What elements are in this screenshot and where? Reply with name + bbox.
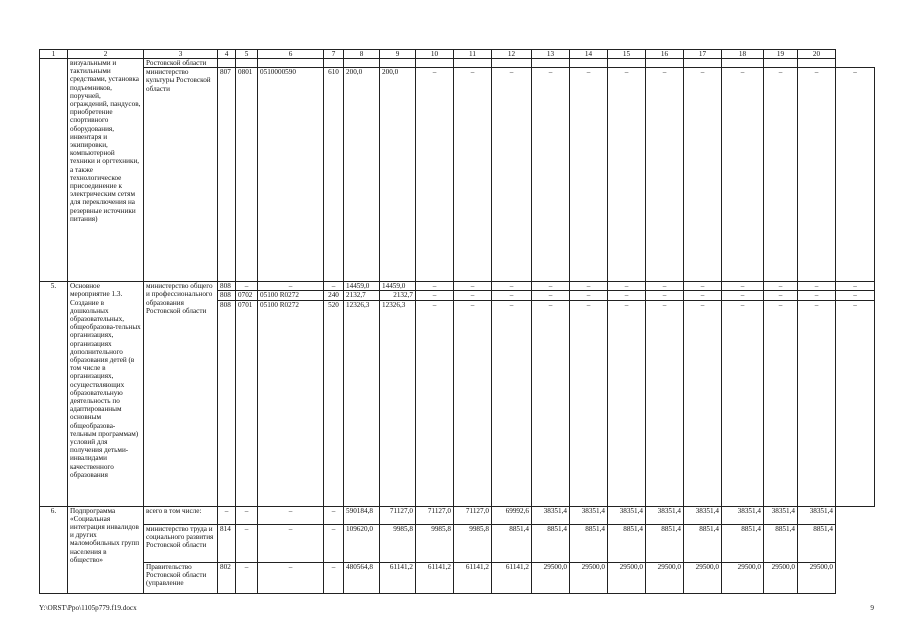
header-cell: 12: [492, 50, 532, 59]
value-cell: [646, 59, 684, 68]
value-cell: [380, 59, 416, 68]
header-cell: 4: [218, 50, 236, 59]
measure-name-cell: Основное мероприятие 1.3. Создание в дошкольных образовательных, общеобразова-тельных организациях, организациях дополнительного образования детей (в том числе в организациях, осуществляющих образовательную деятельность по адаптированным основным общеобразова-тельным программам) условий для получения детьми-инвалидами качественного образования: [68, 282, 144, 506]
value-cell: –: [608, 282, 646, 291]
header-cell: 14: [570, 50, 608, 59]
value-cell: –: [416, 68, 454, 282]
row-number-cell: [40, 59, 68, 282]
value-cell: –: [798, 68, 836, 282]
value-cell: [570, 59, 608, 68]
value-cell: –: [764, 291, 798, 300]
value-cell: –: [492, 300, 532, 506]
value-cell: –: [454, 282, 492, 291]
value-cell: –: [324, 524, 344, 562]
header-cell: 2: [68, 50, 144, 59]
value-cell: 71127,0: [416, 506, 454, 524]
table-row: [40, 524, 875, 562]
value-cell: –: [798, 291, 836, 300]
value-cell: 61141,2: [416, 562, 454, 593]
value-cell: –: [416, 291, 454, 300]
value-cell: –: [764, 68, 798, 282]
value-cell: –: [324, 562, 344, 593]
value-cell: –: [836, 300, 875, 506]
value-cell: [324, 59, 344, 68]
value-cell: –: [570, 68, 608, 282]
value-cell: –: [798, 300, 836, 506]
value-cell: 480564,8: [344, 562, 380, 593]
measure-name-cell: Подпрограмма «Социальная интеграция инвалидов и других маломобильных групп населения в общество»: [68, 506, 144, 593]
value-cell: –: [492, 68, 532, 282]
value-cell: 29500,0: [722, 562, 764, 593]
value-cell: 29500,0: [608, 562, 646, 593]
value-cell: –: [218, 506, 236, 524]
value-cell: 8851,4: [684, 524, 722, 562]
value-cell: 05100 R0272: [258, 300, 324, 506]
value-cell: 38351,4: [646, 506, 684, 524]
value-cell: 200,0: [380, 68, 416, 282]
value-cell: [416, 59, 454, 68]
value-cell: –: [646, 300, 684, 506]
value-cell: 61141,2: [380, 562, 416, 593]
value-cell: –: [532, 282, 570, 291]
value-cell: 8851,4: [570, 524, 608, 562]
value-cell: –: [492, 282, 532, 291]
value-cell: 61141,2: [454, 562, 492, 593]
value-cell: 29500,0: [798, 562, 836, 593]
header-cell: 9: [380, 50, 416, 59]
value-cell: 0801: [236, 68, 258, 282]
value-cell: 9985,8: [416, 524, 454, 562]
value-cell: 9985,8: [380, 524, 416, 562]
value-cell: 8851,4: [532, 524, 570, 562]
header-cell: 19: [764, 50, 798, 59]
value-cell: 8851,4: [646, 524, 684, 562]
value-cell: –: [684, 282, 722, 291]
value-cell: –: [532, 68, 570, 282]
value-cell: 38351,4: [722, 506, 764, 524]
header-cell: 8: [344, 50, 380, 59]
value-cell: 590184,8: [344, 506, 380, 524]
value-cell: –: [608, 300, 646, 506]
value-cell: –: [646, 68, 684, 282]
value-cell: –: [764, 300, 798, 506]
value-cell: 109620,0: [344, 524, 380, 562]
value-cell: 29500,0: [764, 562, 798, 593]
header-cell: 18: [722, 50, 764, 59]
value-cell: –: [236, 506, 258, 524]
value-cell: 802: [218, 562, 236, 593]
value-cell: –: [236, 562, 258, 593]
value-cell: 14459,0: [380, 282, 416, 291]
value-cell: 69992,6: [492, 506, 532, 524]
value-cell: –: [324, 282, 344, 291]
value-cell: –: [324, 506, 344, 524]
value-cell: 808: [218, 282, 236, 291]
value-cell: 61141,2: [492, 562, 532, 593]
value-cell: –: [454, 300, 492, 506]
value-cell: –: [570, 291, 608, 300]
value-cell: [344, 59, 380, 68]
value-cell: 8851,4: [722, 524, 764, 562]
header-row: [40, 50, 875, 59]
row-number-cell: 6.: [40, 506, 68, 593]
value-cell: –: [646, 291, 684, 300]
value-cell: 8851,4: [764, 524, 798, 562]
value-cell: 8851,4: [492, 524, 532, 562]
header-cell: 1: [40, 50, 68, 59]
value-cell: 808: [218, 291, 236, 300]
value-cell: [764, 59, 798, 68]
value-cell: –: [684, 291, 722, 300]
value-cell: 29500,0: [646, 562, 684, 593]
header-cell: 7: [324, 50, 344, 59]
value-cell: 808: [218, 300, 236, 506]
value-cell: –: [416, 282, 454, 291]
value-cell: –: [454, 291, 492, 300]
value-cell: –: [836, 68, 875, 282]
value-cell: –: [798, 282, 836, 291]
value-cell: 520: [324, 300, 344, 506]
value-cell: 610: [324, 68, 344, 282]
value-cell: 38351,4: [570, 506, 608, 524]
value-cell: –: [608, 68, 646, 282]
value-cell: –: [258, 506, 324, 524]
file-path-footer: Y:\ORST\Ppo\1105p779.f19.docx: [39, 604, 137, 612]
value-cell: 0701: [236, 300, 258, 506]
page-number: 9: [870, 604, 874, 612]
value-cell: [258, 59, 324, 68]
value-cell: –: [236, 524, 258, 562]
executor-cell: министерство культуры Ростовской области: [144, 68, 218, 282]
value-cell: [218, 59, 236, 68]
value-cell: –: [570, 300, 608, 506]
value-cell: –: [258, 524, 324, 562]
value-cell: 71127,0: [380, 506, 416, 524]
value-cell: [492, 59, 532, 68]
value-cell: 240: [324, 291, 344, 300]
value-cell: –: [258, 562, 324, 593]
value-cell: –: [836, 291, 875, 300]
value-cell: –: [684, 300, 722, 506]
value-cell: 38351,4: [798, 506, 836, 524]
table-row: [40, 562, 875, 593]
value-cell: –: [684, 68, 722, 282]
value-cell: 0510000590: [258, 68, 324, 282]
executor-cell: Ростовской области: [144, 59, 218, 68]
value-cell: [608, 59, 646, 68]
header-cell: 10: [416, 50, 454, 59]
value-cell: [798, 59, 836, 68]
value-cell: 9985,8: [454, 524, 492, 562]
value-cell: –: [570, 282, 608, 291]
value-cell: [532, 59, 570, 68]
value-cell: 2132,7: [380, 291, 416, 300]
value-cell: 14459,0: [344, 282, 380, 291]
value-cell: [684, 59, 722, 68]
header-cell: 13: [532, 50, 570, 59]
value-cell: –: [836, 282, 875, 291]
value-cell: [722, 59, 764, 68]
value-cell: –: [454, 68, 492, 282]
value-cell: 807: [218, 68, 236, 282]
executor-cell: всего в том числе:: [144, 506, 218, 524]
value-cell: [236, 59, 258, 68]
header-cell: 3: [144, 50, 218, 59]
value-cell: 8851,4: [608, 524, 646, 562]
value-cell: 38351,4: [532, 506, 570, 524]
value-cell: 05100 R0272: [258, 291, 324, 300]
value-cell: –: [646, 282, 684, 291]
value-cell: –: [722, 282, 764, 291]
value-cell: –: [722, 68, 764, 282]
value-cell: –: [608, 291, 646, 300]
header-cell: 5: [236, 50, 258, 59]
row-number-cell: 5.: [40, 282, 68, 506]
value-cell: 8851,4: [798, 524, 836, 562]
budget-table: [39, 49, 875, 594]
header-cell: 11: [454, 50, 492, 59]
value-cell: 71127,0: [454, 506, 492, 524]
value-cell: –: [764, 282, 798, 291]
header-cell: 17: [684, 50, 722, 59]
value-cell: 29500,0: [684, 562, 722, 593]
value-cell: –: [236, 282, 258, 291]
value-cell: 814: [218, 524, 236, 562]
value-cell: 2132,7: [344, 291, 380, 300]
measure-name-cell: визуальными и тактильными средствами, установка подъемников, поручней, ограждений, пандусов, приобретение спортивного оборудования, инвентаря и экипировки, компьютерной техники и оргтехники, а также технологическое присоединение к электрическим сетям для переключения на резервные источники питания): [68, 59, 144, 282]
executor-cell: Правительство Ростовской области (управление: [144, 562, 218, 593]
executor-cell: министерство труда и социального развития Ростовской области: [144, 524, 218, 562]
value-cell: [454, 59, 492, 68]
table-row: [40, 59, 875, 68]
header-cell: 6: [258, 50, 324, 59]
value-cell: –: [258, 282, 324, 291]
value-cell: –: [416, 300, 454, 506]
table-row: [40, 282, 875, 291]
value-cell: 38351,4: [608, 506, 646, 524]
executor-cell: министерство общего и профессионального образования Ростовской области: [144, 282, 218, 506]
value-cell: –: [532, 291, 570, 300]
header-cell: 16: [646, 50, 684, 59]
table-row: [40, 68, 875, 282]
header-cell: 20: [798, 50, 836, 59]
value-cell: 29500,0: [570, 562, 608, 593]
value-cell: 38351,4: [764, 506, 798, 524]
table-row: [40, 506, 875, 524]
value-cell: 200,0: [344, 68, 380, 282]
value-cell: –: [532, 300, 570, 506]
value-cell: 0702: [236, 291, 258, 300]
value-cell: 12326,3: [344, 300, 380, 506]
value-cell: 29500,0: [532, 562, 570, 593]
value-cell: –: [722, 300, 764, 506]
value-cell: 38351,4: [684, 506, 722, 524]
header-cell: 15: [608, 50, 646, 59]
value-cell: 12326,3: [380, 300, 416, 506]
value-cell: –: [722, 291, 764, 300]
value-cell: –: [492, 291, 532, 300]
